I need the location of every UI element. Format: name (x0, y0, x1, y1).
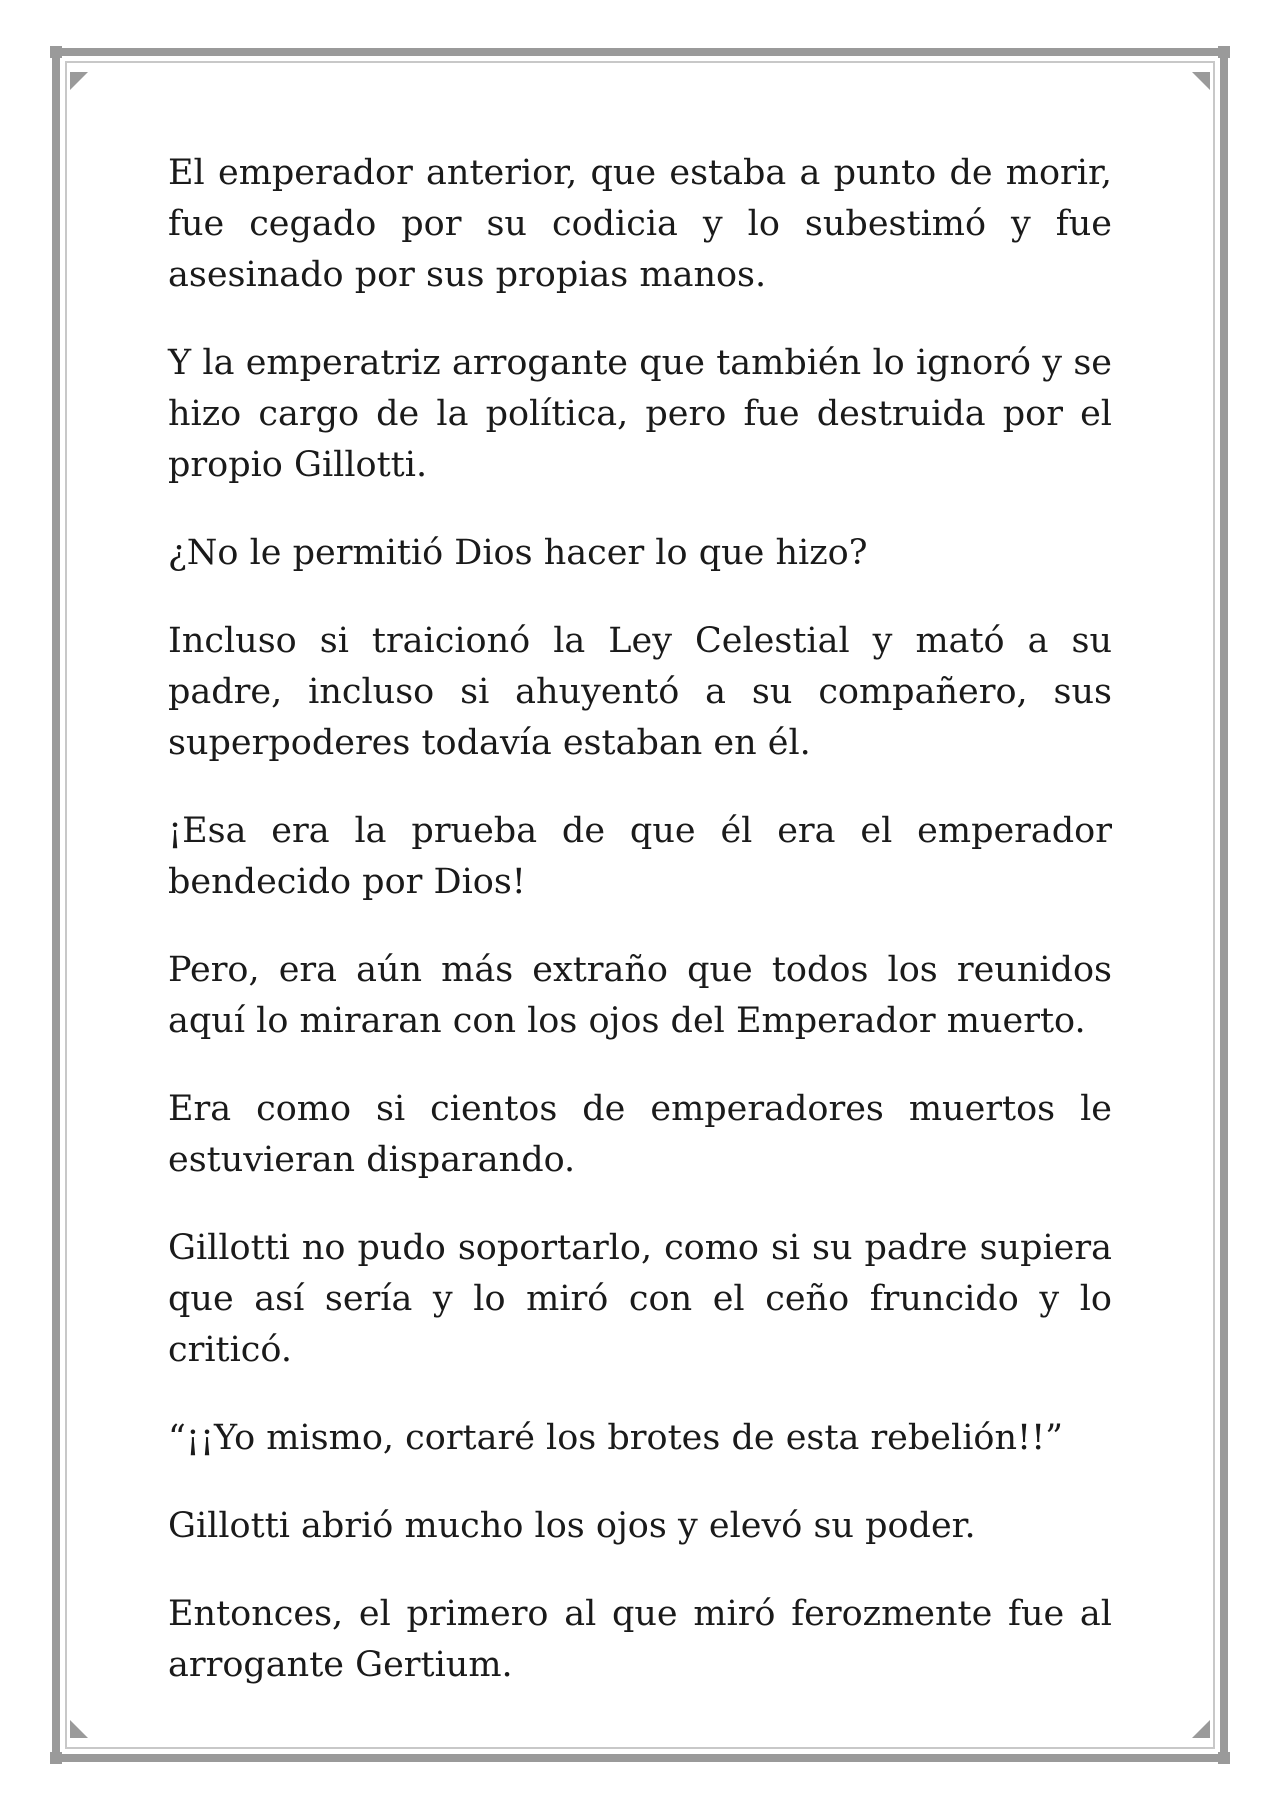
body-text (168, 148, 1112, 1728)
paragraph: Incluso si traicionó la Ley Celestial y mató a su padre, incluso si ahuyentó a su compañero, sus superpoderes todavía estaban en él. (168, 621, 1112, 763)
paragraph: ¿No le permitió Dios hacer lo que hizo? (168, 533, 868, 573)
paragraph: Entonces, el primero al que miró ferozmente fue al arrogante Gertium. (168, 1594, 1112, 1685)
paragraph: Pero, era aún más extraño que todos los reunidos aquí lo miraran con los ojos del Emperador muerto. (168, 950, 1112, 1041)
paragraph: Gillotti no pudo soportarlo, como si su padre supiera que así sería y lo miró con el ceño fruncido y lo criticó. (168, 1228, 1112, 1370)
paragraph: Era como si cientos de emperadores muertos le estuvieran disparando. (168, 1089, 1112, 1180)
paragraph: “¡¡Yo mismo, cortaré los brotes de esta rebelión!!” (168, 1418, 1064, 1458)
paragraph: Y la emperatriz arrogante que también lo ignoró y se hizo cargo de la política, pero fue destruida por el propio Gillotti. (168, 343, 1112, 485)
paragraph: El emperador anterior, que estaba a punto de morir, fue cegado por su codicia y lo subestimó y fue asesinado por sus propias manos. (168, 153, 1112, 295)
paragraph: ¡Esa era la prueba de que él era el emperador bendecido por Dios! (168, 811, 1112, 902)
paragraph: Gillotti abrió mucho los ojos y elevó su poder. (168, 1506, 976, 1546)
